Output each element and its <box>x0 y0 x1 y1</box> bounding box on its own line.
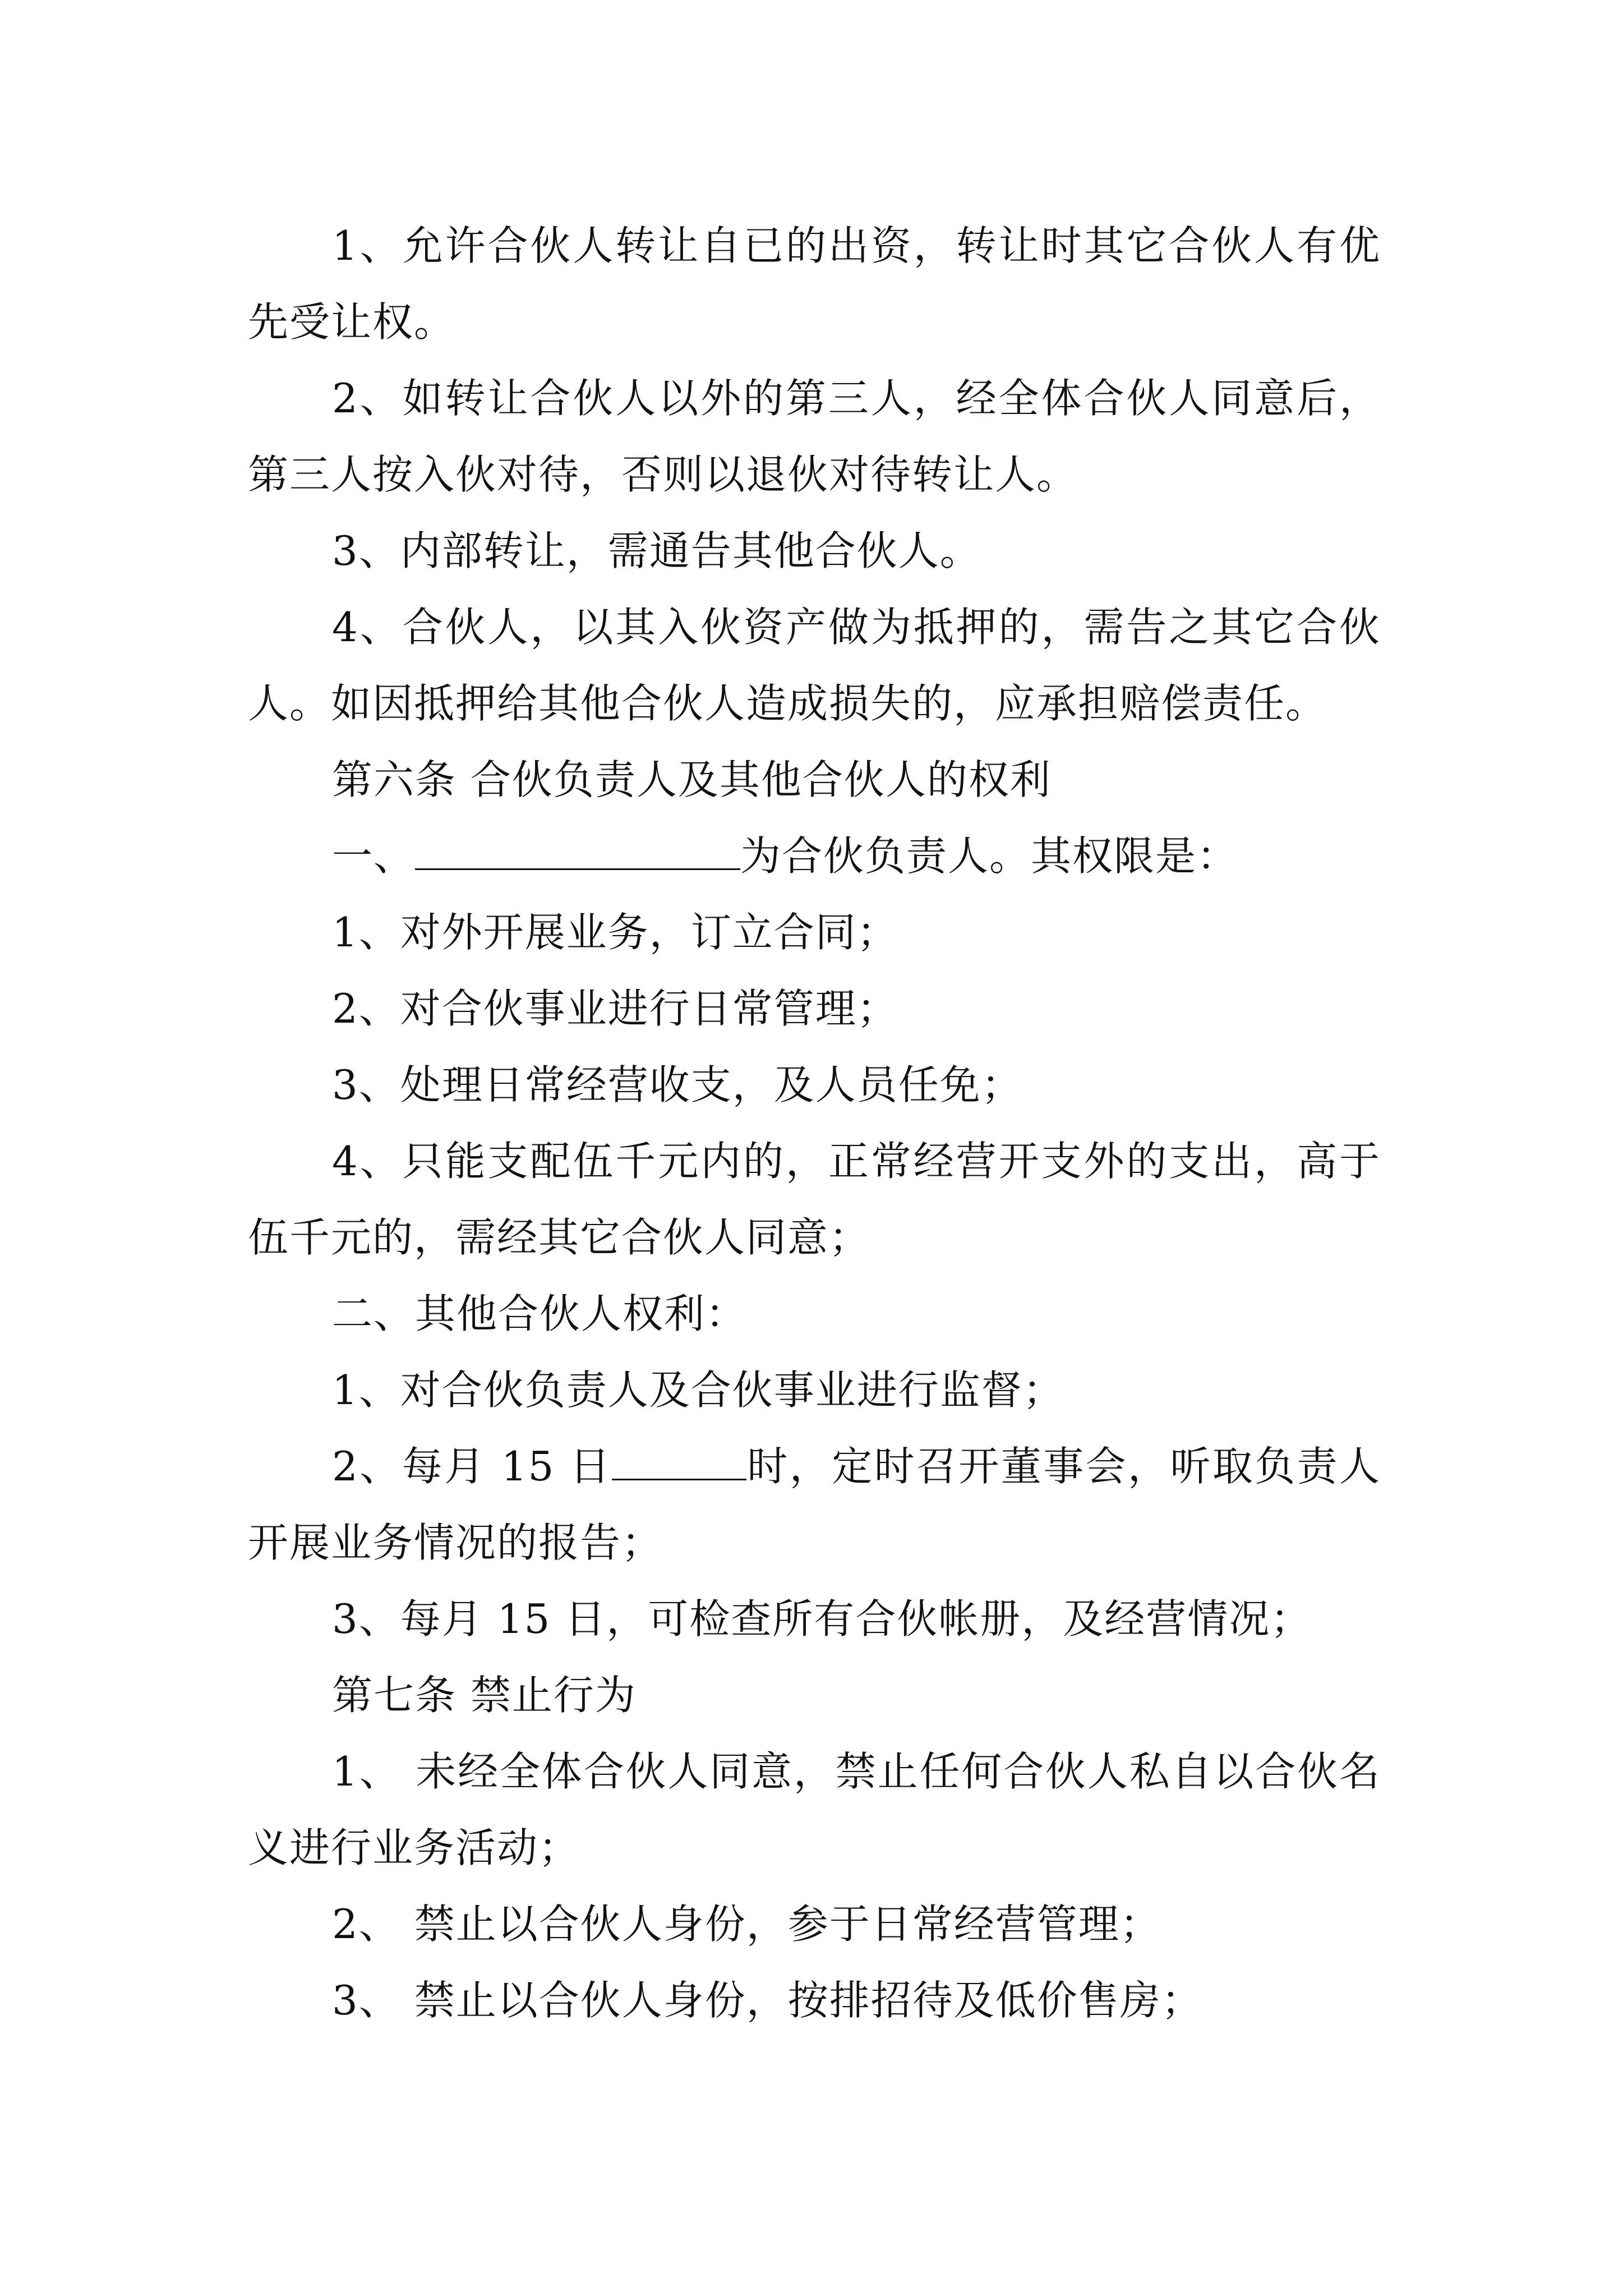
clause-paragraph <box>248 818 1381 894</box>
clause-paragraph: 3、处理日常经营收支，及人员任免； <box>332 1061 1023 1108</box>
clause-prefix: 一、 <box>332 832 416 880</box>
clause-paragraph: 二、其他合伙人权利： <box>332 1290 748 1337</box>
article-heading: 第六条 合伙负责人及其他合伙人的权利 <box>332 756 1052 803</box>
clause-paragraph: 2、 禁止以合伙人身份，参于日常经营管理； <box>332 1901 1161 1948</box>
clause-paragraph <box>248 1428 1381 1581</box>
fill-in-blank <box>415 836 740 870</box>
clause-suffix: 为合伙负责人。其权限是： <box>740 832 1239 880</box>
clause-paragraph: 3、内部转让，需通告其他合伙人。 <box>332 527 981 574</box>
clause-paragraph: 1、允许合伙人转让自已的出资，转让时其它合伙人有优先受让权。 <box>248 222 1381 346</box>
clause-paragraph: 2、对合伙事业进行日常管理； <box>332 985 898 1032</box>
clause-paragraph: 3、 禁止以合伙人身份，按排招待及低价售房； <box>332 1977 1203 2024</box>
document-body <box>248 208 1381 2039</box>
clause-paragraph: 1、对合伙负责人及合伙事业进行监督； <box>332 1366 1064 1414</box>
clause-paragraph: 4、只能支配伍千元内的，正常经营开支外的支出，高于伍千元的，需经其它合伙人同意； <box>248 1138 1381 1261</box>
article-heading: 第七条 禁止行为 <box>332 1672 637 1719</box>
clause-paragraph: 3、每月 15 日，可检查所有合伙帐册，及经营情况； <box>332 1595 1312 1642</box>
clause-suffix: 时，定时召开董事会，听取负责人开展业务情况的报告； <box>248 1443 1381 1566</box>
clause-paragraph: 2、如转让合伙人以外的第三人，经全体合伙人同意后，第三人按入伙对待，否则以退伙对待转让人。 <box>248 375 1381 498</box>
clause-paragraph: 4、合伙人，以其入伙资产做为抵押的，需告之其它合伙人。如因抵押给其他合伙人造成损失的，应承担赔偿责任。 <box>248 604 1381 727</box>
fill-in-blank <box>612 1446 746 1480</box>
clause-paragraph: 1、 未经全体合伙人同意，禁止任何合伙人私自以合伙名义进行业务活动； <box>248 1748 1381 1871</box>
clause-paragraph: 1、对外开展业务，订立合同； <box>332 909 898 956</box>
clause-prefix: 2、每月 15 日 <box>332 1443 612 1490</box>
